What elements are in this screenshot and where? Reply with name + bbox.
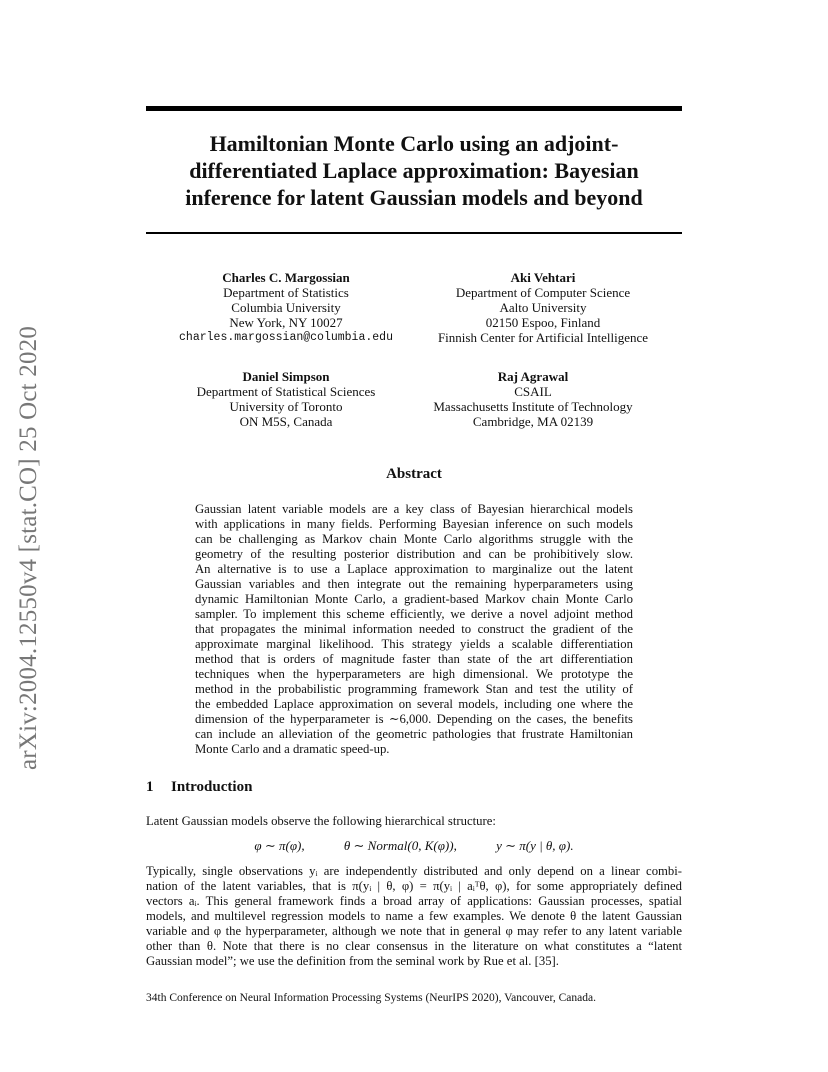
title-bottom-rule — [146, 232, 682, 234]
abstract-line: Gaussian latent variable models are a key class of Bayesian hierarchical models — [195, 502, 633, 516]
author-affiliation: CSAIL — [514, 384, 552, 399]
abstract-heading: Abstract — [386, 466, 442, 482]
paper-title — [146, 130, 682, 211]
author-name: Daniel Simpson — [242, 369, 330, 384]
abstract-line: can include an alleviation of the geometric pathologies that frustrate Hamiltonian — [195, 727, 633, 741]
abstract-line: dimension of the hyperparameter is ∼6,000. Depending on the cases, the benefits — [195, 712, 633, 726]
author-affiliation: Department of Computer Science — [455, 285, 631, 300]
title-line: inference for latent Gaussian models and beyond — [185, 185, 643, 210]
abstract-line: An alternative is to use a Laplace approximation to marginalize out the latent — [195, 562, 633, 576]
author-address: 02150 Espoo, Finland — [485, 315, 601, 330]
abstract-line: the embedded Laplace approximation on several models, including one where the — [195, 697, 633, 711]
title-top-rule — [146, 106, 682, 111]
abstract-line: method that is orders of magnitude faster than state of the art differentiation — [195, 652, 633, 666]
equation-term: θ ∼ Normal(0, K(φ)), — [343, 838, 457, 853]
equation-term: y ∼ π(y | θ, φ). — [496, 838, 574, 853]
intro-paragraph-2 — [146, 864, 682, 969]
section-heading-introduction — [146, 779, 252, 796]
abstract-line: with applications in many fields. Performing Bayesian inference on such models — [195, 517, 633, 531]
intro-paragraph-1: Latent Gaussian models observe the following hierarchical structure: — [146, 814, 496, 828]
author-block-vehtari — [423, 270, 663, 345]
abstract-body — [195, 502, 633, 757]
author-address: New York, NY 10027 — [229, 315, 343, 330]
equation-term: φ ∼ π(φ), — [254, 838, 305, 853]
author-affiliation: Massachusetts Institute of Technology — [433, 399, 633, 414]
author-affiliation: Department of Statistics — [223, 285, 349, 300]
abstract-line: techniques when the hyperparameters are high dimensional. We prototype the — [195, 667, 633, 681]
author-affiliation: Columbia University — [231, 300, 341, 315]
paragraph-line: other than θ. Note that there is no clear consensus in the literature on what constitutes a “latent — [146, 939, 682, 953]
abstract-line: Gaussian variables and then integrate out the remaining hyperparameters using — [195, 577, 633, 591]
author-address: Cambridge, MA 02139 — [472, 414, 594, 429]
title-line: differentiated Laplace approximation: Bayesian — [189, 158, 639, 183]
author-block-margossian — [166, 270, 406, 345]
abstract-line: can be challenging as Markov chain Monte Carlo algorithms struggle with the — [195, 532, 633, 546]
section-title: Introduction — [171, 779, 253, 795]
author-affiliation: Finnish Center for Artificial Intelligence — [437, 330, 649, 345]
author-affiliation: Aalto University — [499, 300, 587, 315]
paragraph-line: Gaussian model”; we use the definition from the seminal work by Rue et al. [35]. — [146, 954, 559, 968]
author-name: Raj Agrawal — [497, 369, 569, 384]
abstract-line: Monte Carlo and a dramatic speed-up. — [195, 742, 390, 756]
abstract-line: dynamic Hamiltonian Monte Carlo, a gradient-based Markov chain Monte Carlo — [195, 592, 633, 606]
author-block-simpson — [166, 369, 406, 429]
paragraph-line: nation of the latent variables, that is π(yᵢ | θ, φ) = π(yᵢ | aᵢᵀθ, φ), for some appropriately defined — [146, 879, 682, 893]
hierarchical-model-equation — [146, 838, 682, 854]
paragraph-line: vectors aᵢ. This general framework finds a broad array of applications: Gaussian processes, spatial — [146, 894, 682, 908]
abstract-line: approximate marginal likelihood. This strategy yields a scalable differentiation — [195, 637, 633, 651]
title-line: Hamiltonian Monte Carlo using an adjoint- — [209, 131, 619, 156]
abstract-line: geometry of the resulting posterior distribution and can be prohibitively slow. — [195, 547, 633, 561]
abstract-line: that propagates the minimal information needed to construct the gradient of the — [195, 622, 633, 636]
author-affiliation: University of Toronto — [229, 399, 343, 414]
paragraph-line: variable and φ the hyperparameter, although we note that in general φ may refer to any latent variable — [146, 924, 682, 938]
abstract-line: sampler. To implement this scheme efficiently, we derive a novel adjoint method — [195, 607, 633, 621]
author-email[interactable]: charles.margossian@columbia.edu — [179, 331, 393, 344]
paragraph-line: Typically, single observations yᵢ are independently distributed and only depend on a linear combi- — [146, 864, 682, 878]
author-block-agrawal — [413, 369, 653, 429]
paragraph-line: models, and multilevel regression models to name a few examples. We denote θ the latent Gaussian — [146, 909, 682, 923]
conference-footnote: 34th Conference on Neural Information Processing Systems (NeurIPS 2020), Vancouver, Canada. — [146, 992, 596, 1004]
author-name: Aki Vehtari — [510, 270, 576, 285]
author-name: Charles C. Margossian — [222, 270, 350, 285]
author-address: ON M5S, Canada — [239, 414, 333, 429]
arxiv-identifier: arXiv:2004.12550v4 [stat.CO] 25 Oct 2020 — [15, 325, 42, 770]
abstract-line: method in the probabilistic programming framework Stan and test the utility of — [195, 682, 633, 696]
section-number: 1 — [146, 779, 154, 795]
author-affiliation: Department of Statistical Sciences — [196, 384, 376, 399]
